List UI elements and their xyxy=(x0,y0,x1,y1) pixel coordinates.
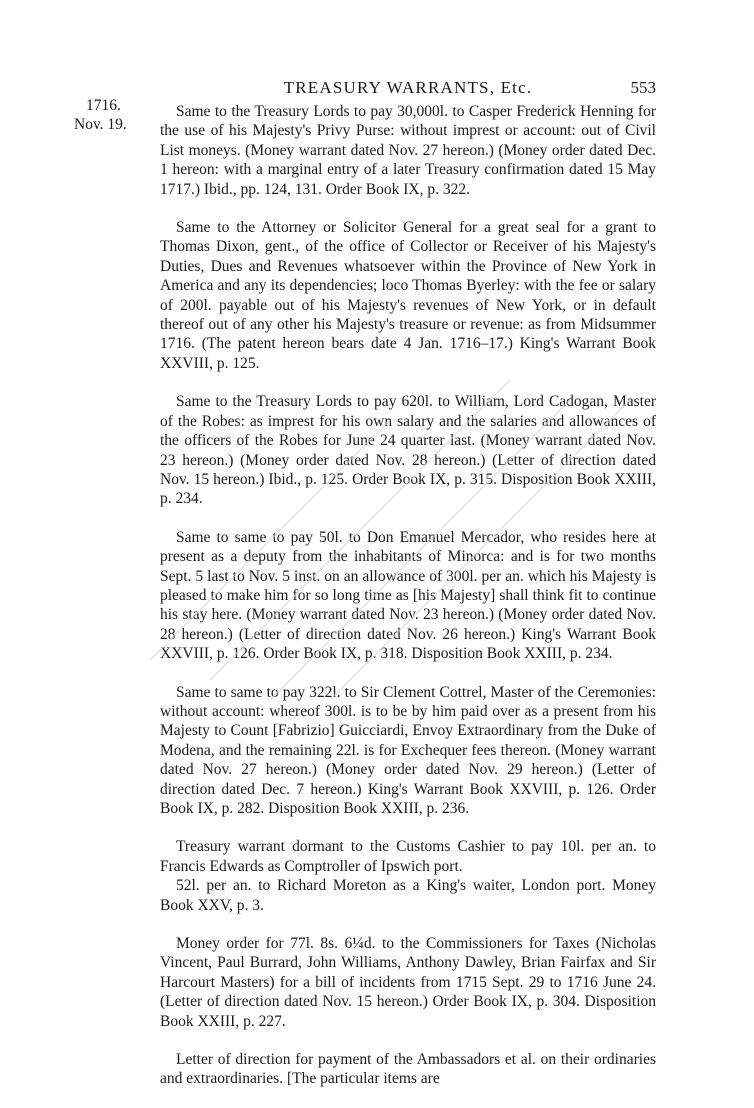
entry-paragraph: Same to the Treasury Lords to pay 620l. to William, Lord Cadogan, Master of the Robes: as imprest for his own salary and the salaries and allowances of the officers of the Robes for June 24 quarter last. (Money warrant dated Nov. 23 hereon.) (Money order dated Nov. 28 hereon.) (Letter of direction dated Nov. 15 hereon.) Ibid., p. 125. Order Book IX, p. 315. Disposition Book XXIII, p. 234. xyxy=(160,393,656,508)
entry-paragraph: Treasury warrant dormant to the Customs Cashier to pay 10l. per an. to Francis Edwards as Comptroller of Ipswich port. xyxy=(160,838,656,875)
entry-paragraph: 52l. per an. to Richard Moreton as a King's waiter, London port. Money Book XXV, p. 3. xyxy=(160,877,656,914)
entry-paragraph: Money order for 77l. 8s. 6¼d. to the Commissioners for Taxes (Nicholas Vincent, Paul Burrard, John Williams, Anthony Dawley, Brian Fairfax and Sir Harcourt Masters) for a bill of incidents from 1715 Sept. 29 to 1716 June 24. (Letter of direction dated Nov. 15 hereon.) Order Book IX, p. 304. Disposition Book XXIII, p. 227. xyxy=(160,935,656,1030)
entry-paragraph: Same to same to pay 322l. to Sir Clement Cottrel, Master of the Ceremonies: without account: whereof 300l. is to be by him paid over as a present from his Majesty to Count [Fabrizio] Guicciardi, Envoy Extraordinary from the Duke of Modena, and the remaining 22l. is for Exchequer fees thereon. (Money warrant dated Nov. 27 hereon.) (Money order dated Nov. 29 hereon.) (Letter of direction dated Dec. 7 hereon.) King's Warrant Book XXVIII, p. 126. Order Book IX, p. 282. Disposition Book XXIII, p. 236. xyxy=(160,683,656,817)
entry-paragraph: Letter of direction for payment of the Ambassadors et al. on their ordinaries and extraordinaries. [The particular items are xyxy=(160,1051,656,1088)
page-title: TREASURY WARRANTS, Etc. xyxy=(283,78,533,97)
margin-date xyxy=(74,96,154,134)
page-number: 553 xyxy=(630,78,656,97)
margin-day: Nov. 19. xyxy=(74,116,127,133)
running-header xyxy=(160,78,656,100)
margin-year: 1716. xyxy=(86,97,121,114)
document-body xyxy=(160,102,656,1108)
entry-paragraph: Same to same to pay 50l. to Don Emanuel Mercador, who resides here at present as a deputy from the inhabitants of Minorca: and is for two months Sept. 5 last to Nov. 5 inst. on an allowance of 300l. per an. which his Majesty is pleased to make him for so long time as [his Majesty] shall think fit to continue his stay here. (Money warrant dated Nov. 23 hereon.) (Money order dated Nov. 28 hereon.) (Letter of direction dated Nov. 26 hereon.) King's Warrant Book XXVIII, p. 126. Order Book IX, p. 318. Disposition Book XXIII, p. 234. xyxy=(160,528,656,663)
entry-paragraph: Same to the Attorney or Solicitor General for a great seal for a grant to Thomas Dixon, gent., of the office of Collector or Receiver of his Majesty's Duties, Dues and Revenues whatsoever within the Province of New York in America and any its dependencies; loco Thomas Byerley: with the fee or salary of 200l. payable out of his Majesty's revenues of New York, or in default thereof out of any other his Majesty's treasure or revenue: as from Midsummer 1716. (The patent hereon bears date 4 Jan. 1716–17.) King's Warrant Book XXVIII, p. 125. xyxy=(160,219,656,372)
entry-paragraph: Same to the Treasury Lords to pay 30,000l. to Casper Frederick Henning for the use of his Majesty's Privy Purse: without imprest or account: out of Civil List moneys. (Money warrant dated Nov. 27 hereon.) (Money order dated Dec. 1 hereon: with a marginal entry of a later Treasury confirmation dated 15 May 1717.) Ibid., pp. 124, 131. Order Book IX, p. 322. xyxy=(160,103,656,198)
